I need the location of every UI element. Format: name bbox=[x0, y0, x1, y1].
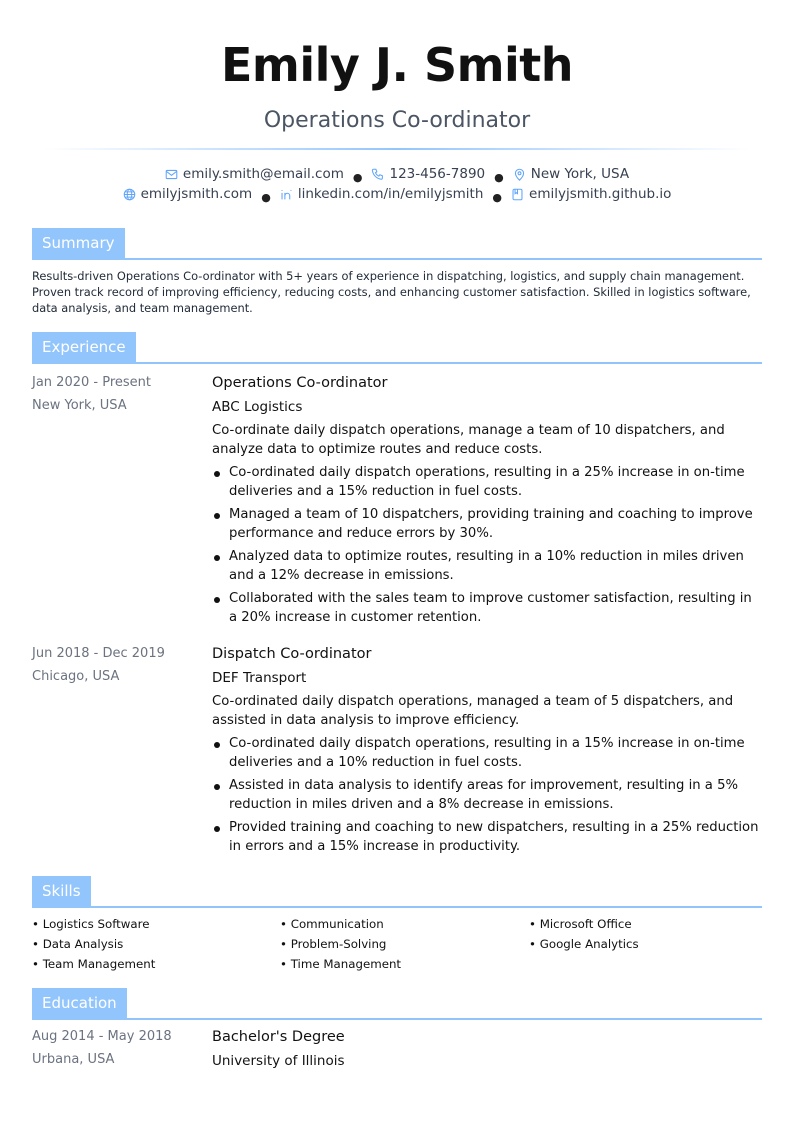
job-body bbox=[212, 374, 762, 631]
website-text: emilyjsmith.com bbox=[140, 186, 253, 202]
job-dates: Jun 2018 - Dec 2019 bbox=[32, 646, 165, 661]
job-bullet: Provided training and coaching to new dispatchers, resulting in a 25% reduction in errors and a 15% increase in productivity. bbox=[212, 818, 762, 856]
job-bullets bbox=[212, 463, 762, 627]
github-text: emilyjsmith.github.io bbox=[529, 186, 672, 202]
job-description: Co-ordinate daily dispatch operations, manage a team of 10 dispatchers, and analyze data to optimize routes and reduce costs. bbox=[212, 423, 725, 457]
job-bullet: Co-ordinated daily dispatch operations, resulting in a 25% increase in on-time deliveries and a 15% reduction in fuel costs. bbox=[212, 463, 762, 501]
skill-label: Google Analytics bbox=[539, 937, 639, 951]
job-location: New York, USA bbox=[32, 398, 127, 413]
separator-dot: ● bbox=[492, 190, 503, 204]
job-bullet: Managed a team of 10 dispatchers, providing training and coaching to improve performance and reduce errors by 30%. bbox=[212, 505, 762, 543]
skill-item: • Problem-Solving bbox=[280, 937, 387, 951]
education-dates: Aug 2014 - May 2018 bbox=[32, 1029, 172, 1044]
contact-github[interactable] bbox=[511, 186, 671, 202]
job-company: DEF Transport bbox=[212, 670, 307, 686]
job-meta bbox=[32, 645, 202, 691]
education-meta bbox=[32, 1028, 202, 1074]
job-description: Co-ordinated daily dispatch operations, managed a team of 5 dispatchers, and assisted in data analysis to improve efficiency. bbox=[212, 694, 734, 728]
location-pin-icon bbox=[513, 168, 526, 181]
email-text: emily.smith@email.com bbox=[182, 166, 344, 182]
skill-label: Logistics Software bbox=[42, 917, 150, 931]
globe-icon bbox=[123, 188, 136, 201]
skill-item: • Data Analysis bbox=[32, 937, 124, 951]
skill-label: Time Management bbox=[290, 957, 402, 971]
linkedin-text: linkedin.com/in/emilyjsmith bbox=[297, 186, 484, 202]
summary-text: Results-driven Operations Co-ordinator with 5+ years of experience in dispatching, logistics, and supply chain management. Proven track record of improving efficiency, reducing costs, and enhancing customer satisfaction. Skilled in logistics software, data analysis, and team management. bbox=[32, 269, 751, 315]
skill-label: Problem-Solving bbox=[290, 937, 387, 951]
skill-item: • Microsoft Office bbox=[529, 917, 632, 931]
job-bullets bbox=[212, 734, 762, 856]
contact-website[interactable] bbox=[123, 186, 253, 202]
contact-linkedin[interactable] bbox=[280, 186, 484, 202]
phone-icon bbox=[371, 168, 384, 181]
candidate-role: Operations Co-ordinator bbox=[263, 108, 531, 133]
skill-item: • Time Management bbox=[280, 957, 402, 971]
separator-dot: ● bbox=[494, 170, 504, 184]
candidate-name: Emily J. Smith bbox=[220, 38, 574, 92]
skill-label: Data Analysis bbox=[42, 937, 124, 951]
summary-section-header bbox=[32, 228, 762, 260]
education-heading: Education bbox=[32, 988, 127, 1018]
skill-item: • Team Management bbox=[32, 957, 156, 971]
job-bullet: Analyzed data to optimize routes, resulting in a 10% reduction in miles driven and a 12% decrease in emissions. bbox=[212, 547, 762, 585]
education-body bbox=[212, 1028, 762, 1075]
separator-dot: ● bbox=[261, 190, 271, 204]
education-degree: Bachelor's Degree bbox=[212, 1029, 345, 1045]
header-divider bbox=[44, 148, 750, 150]
summary-heading: Summary bbox=[32, 228, 125, 258]
education-school: University of Illinois bbox=[212, 1053, 345, 1069]
skills-section-header bbox=[32, 876, 762, 908]
linkedin-icon bbox=[280, 188, 293, 201]
skills-column bbox=[280, 914, 520, 974]
mail-icon bbox=[165, 168, 178, 181]
job-title: Dispatch Co-ordinator bbox=[212, 646, 372, 662]
job-bullet: Assisted in data analysis to identify areas for improvement, resulting in a 5% reduction in miles driven and a 8% decrease in emissions. bbox=[212, 776, 762, 814]
job-location: Chicago, USA bbox=[32, 669, 120, 684]
skill-item: • Google Analytics bbox=[529, 937, 639, 951]
skills-heading: Skills bbox=[32, 876, 91, 906]
job-company: ABC Logistics bbox=[212, 399, 303, 415]
skills-column bbox=[529, 914, 769, 954]
skill-label: Team Management bbox=[42, 957, 156, 971]
job-bullet: Co-ordinated daily dispatch operations, resulting in a 15% increase in on-time deliveries and a 10% reduction in fuel costs. bbox=[212, 734, 762, 772]
job-bullet: Collaborated with the sales team to improve customer satisfaction, resulting in a 20% increase in customer retention. bbox=[212, 589, 762, 627]
experience-section-header bbox=[32, 332, 762, 364]
job-dates: Jan 2020 - Present bbox=[32, 375, 151, 390]
contact-row-secondary bbox=[0, 186, 794, 205]
skill-item: • Communication bbox=[280, 917, 384, 931]
job-body bbox=[212, 645, 762, 860]
job-title: Operations Co-ordinator bbox=[212, 375, 388, 391]
github-icon bbox=[511, 188, 524, 201]
job-meta bbox=[32, 374, 202, 420]
education-section-header bbox=[32, 988, 762, 1020]
skill-item: • Logistics Software bbox=[32, 917, 150, 931]
contact-email[interactable] bbox=[165, 166, 344, 182]
skill-label: Microsoft Office bbox=[539, 917, 632, 931]
location-text: New York, USA bbox=[530, 166, 630, 182]
contact-row-primary bbox=[0, 166, 794, 185]
skills-column bbox=[32, 914, 272, 974]
phone-text: 123-456-7890 bbox=[389, 166, 486, 182]
education-location: Urbana, USA bbox=[32, 1052, 115, 1067]
contact-phone[interactable] bbox=[371, 166, 485, 182]
contact-location bbox=[513, 166, 629, 182]
experience-heading: Experience bbox=[32, 332, 136, 362]
skill-label: Communication bbox=[290, 917, 384, 931]
separator-dot: ● bbox=[352, 170, 363, 184]
